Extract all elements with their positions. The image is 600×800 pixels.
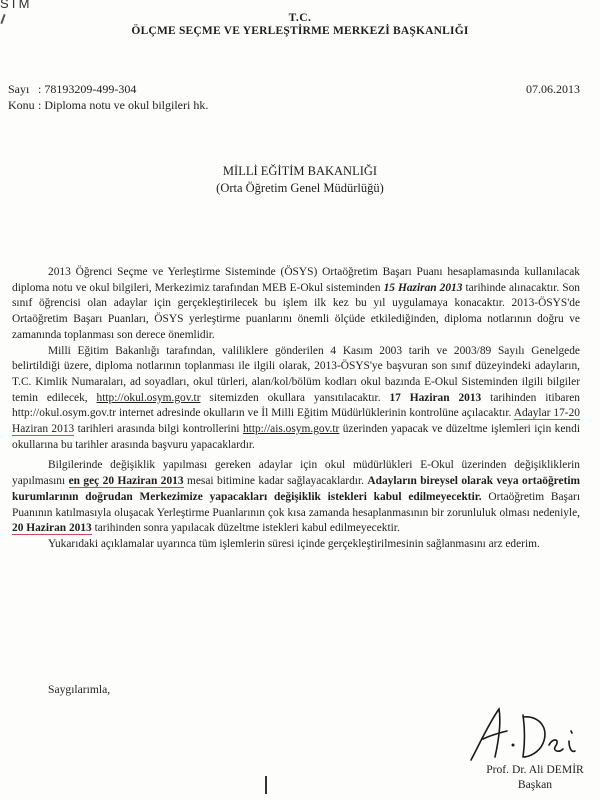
signer-title: Başkan [517,778,553,791]
p1-date: 15 Haziran 2013 [383,281,463,294]
konu-label: Konu [8,98,35,112]
letterhead-organization: ÖLÇME SEÇME VE YERLEŞTİRME MERKEZİ BAŞKANLIĞI [131,25,469,37]
signer-name: Prof. Dr. Ali DEMİR [486,763,584,776]
p3-text-b: mesai bitimine kadar sağlayacaklardır. [183,475,368,488]
p2-highlight-dates: Adaylar 17-20 Haziran 2013 [12,407,580,436]
p3-highlight-deadline: en geç 20 Haziran 2013 [68,475,184,488]
letter-body [12,265,580,553]
p3-date-20-haziran: 20 Haziran 2013 [12,522,92,535]
paragraph-4 [12,537,580,553]
p2-text-e: üzerinden yapacak ve düzeltme işlemleri için kendi okullarına bu tarihler arasında başvuru yapacaklardır. [12,423,580,451]
konu-value: : Diploma notu ve okul bilgileri hk. [38,98,209,112]
letter-meta [8,81,588,113]
okul-osym-link[interactable]: http://okul.osym.gov.tr [96,391,201,404]
p2-date-17-haziran: 17 Haziran 2013 [389,391,482,404]
recipient-block [0,163,600,197]
paragraph-3 [12,458,580,537]
konu-row [8,97,588,113]
handwritten-signature [465,705,590,770]
p3-text-c: Ortaöğretim Başarı Puanının katılmasıyla oluşacak Yerleştirme Puanlarının çok kısa zamanda hesaplanmasının bir zorunluluk olması nedeniyle, [12,490,581,519]
letterhead [0,12,600,37]
closing-salutation: Saygılarımla, [48,683,111,696]
sayi-label: Sayı [8,82,30,96]
recipient-department: (Orta Öğretim Genel Müdürlüğü) [216,181,384,195]
signature-icon [465,705,590,765]
paragraph-1 [12,265,580,344]
p2-text-b: sitemizden okullara yansıtılacaktır. [200,391,390,404]
scan-mark [265,776,267,794]
sayi-row [8,81,588,97]
p2-text-a: Milli Eğitim Bakanlığı tarafından, valiliklere gönderilen 4 Kasım 2003 tarih ve 2003/89 Sayılı Genelgede belirtildiği üzere, diploma notlarının toplanması ile ilgili olarak, 2013-ÖSYS'ye başvuran son sınıf düzeyindeki adayların, T.C. Kimlik Numaraları, ad soyadları, okul türleri, alan/kol/bölüm kodları okul bazında E-Okul Sisteminden ilgili bilgiler temin edilecek, [12,344,580,404]
p2-text-d: tarihleri arasında bilgi kontrollerini [74,423,243,436]
sayi-value: : 78193209-499-304 [38,82,137,96]
letterhead-tc: T.C. [288,12,312,24]
p1-text-a: 2013 Öğrenci Seçme ve Yerleştirme Sisteminde (ÖSYS) Ortaöğretim Başarı Puanı hesaplamasında kullanılacak diploma notu ve okul bilgileri, Merkezimiz tarafından MEB E-Okul sisteminden [12,266,580,294]
p1-text-b: tarihinde alınacaktır. Son sınıf öğrencisi olan adaylar için gerçekleştirilecek bu işlem ilk kez bu yıl uygulamaya konacaktır. 2013-ÖSYS'de Ortaöğretim Başarı Puanları, ÖSYS yerleştirme puanlarını önemli ölçüde etkilediğinden, diploma notlarının doğru ve zamanında toplanması son derece önemlidir. [12,281,580,341]
p4-text: Yukarıdaki açıklamalar uyarınca tüm işlemlerin süresi içinde gerçekleştirilmesinin sağlanmasını arz ederim. [48,537,540,550]
p2-text-c: tarihinden itibaren http://okul.osym.gov.tr internet adresinde okulların ve İl Milli Eğitim Müdürlüklerinin kontrolüne açılacaktır. [12,391,581,420]
ais-osym-link[interactable]: http://ais.osym.gov.tr [242,423,340,436]
signer-block [470,762,600,792]
paragraph-2 [12,344,580,454]
p3-text-a: Bilgilerinde değişiklik yapılması gereken adaylar için okul müdürlükleri E-Okul üzerinden değişikliklerin yapılmasını [12,459,580,488]
recipient-name: MİLLİ EĞİTİM BAKANLIĞI [222,164,378,178]
letter-date: 07.06.2013 [526,82,580,96]
p3-bold-warning: Adayların bireysel olarak veya ortaöğretim kurumlarının doğrudan Merkezimize yapacakları değişiklik istekleri kabul edilmeyecektir. [12,475,581,503]
p3-text-d: tarihinden sonra yapılacak düzeltme istekleri kabul edilmeyecektir. [91,522,400,535]
corner-stamp-text: STM [0,0,31,11]
